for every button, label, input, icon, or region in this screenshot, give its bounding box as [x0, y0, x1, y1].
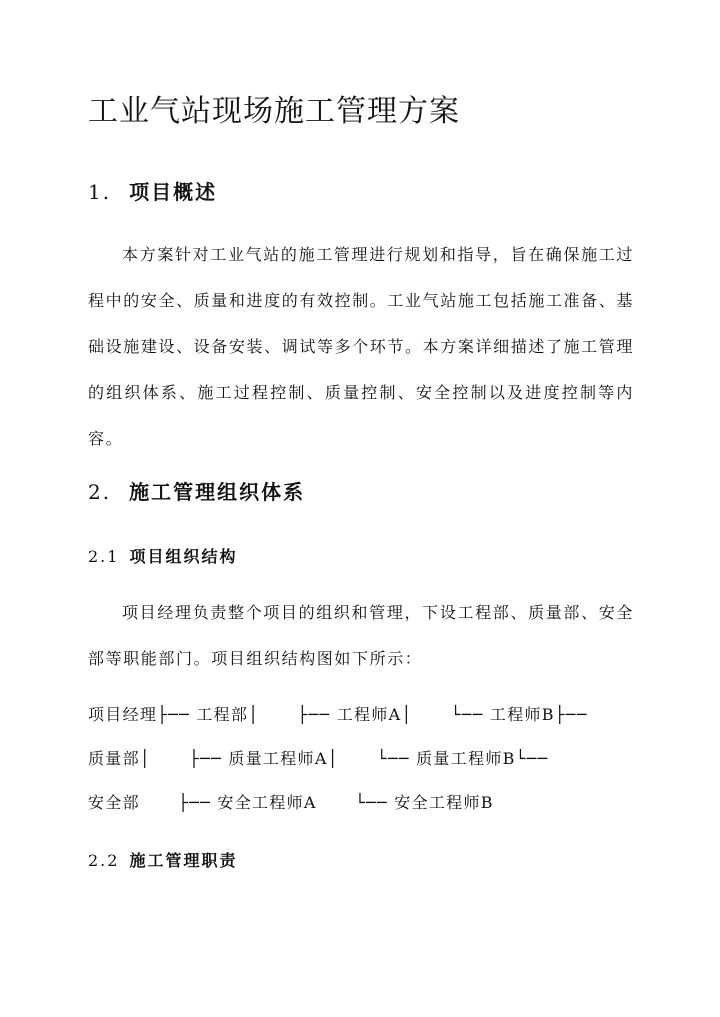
document-title: 工业气站现场施工管理方案	[88, 94, 460, 129]
subsection-2-1-heading	[88, 544, 237, 567]
subsection-2-2-heading	[88, 848, 237, 871]
org-chart-line-2: 质量部│ ├── 质量工程师A│ └── 质量工程师B└──	[88, 749, 549, 768]
subsection-2-2-title: 施工管理职责	[129, 851, 238, 870]
section-1-heading	[88, 176, 217, 205]
org-chart-line-1: 项目经理├── 工程部│ ├── 工程师A│ └── 工程师B├──	[88, 705, 588, 724]
section-1-number: 1.	[88, 180, 112, 204]
org-chart-line-3: 安全部 ├── 安全工程师A └── 安全工程师B	[88, 793, 494, 812]
section-2-heading	[88, 476, 305, 505]
section-2-number: 2.	[88, 480, 112, 504]
subsection-2-2-number: 2.2	[88, 851, 120, 870]
subsection-2-1-title: 项目组织结构	[129, 547, 238, 566]
section-1-title: 项目概述	[129, 180, 218, 204]
section-1-paragraph: 本方案针对工业气站的施工管理进行规划和指导，旨在确保施工过程中的安全、质量和进度的有效控制。工业气站施工包括施工准备、基础设施建设、设备安装、调试等多个环节。本方案详细描述了施工管理的组织体系、施工过程控制、质量控制、安全控制以及进度控制等内容。	[88, 245, 634, 448]
subsection-2-1-paragraph: 项目经理负责整个项目的组织和管理，下设工程部、质量部、安全部等职能部门。项目组织结构图如下所示：	[88, 603, 634, 668]
subsection-2-1-number: 2.1	[88, 547, 120, 566]
section-2-title: 施工管理组织体系	[129, 480, 306, 504]
